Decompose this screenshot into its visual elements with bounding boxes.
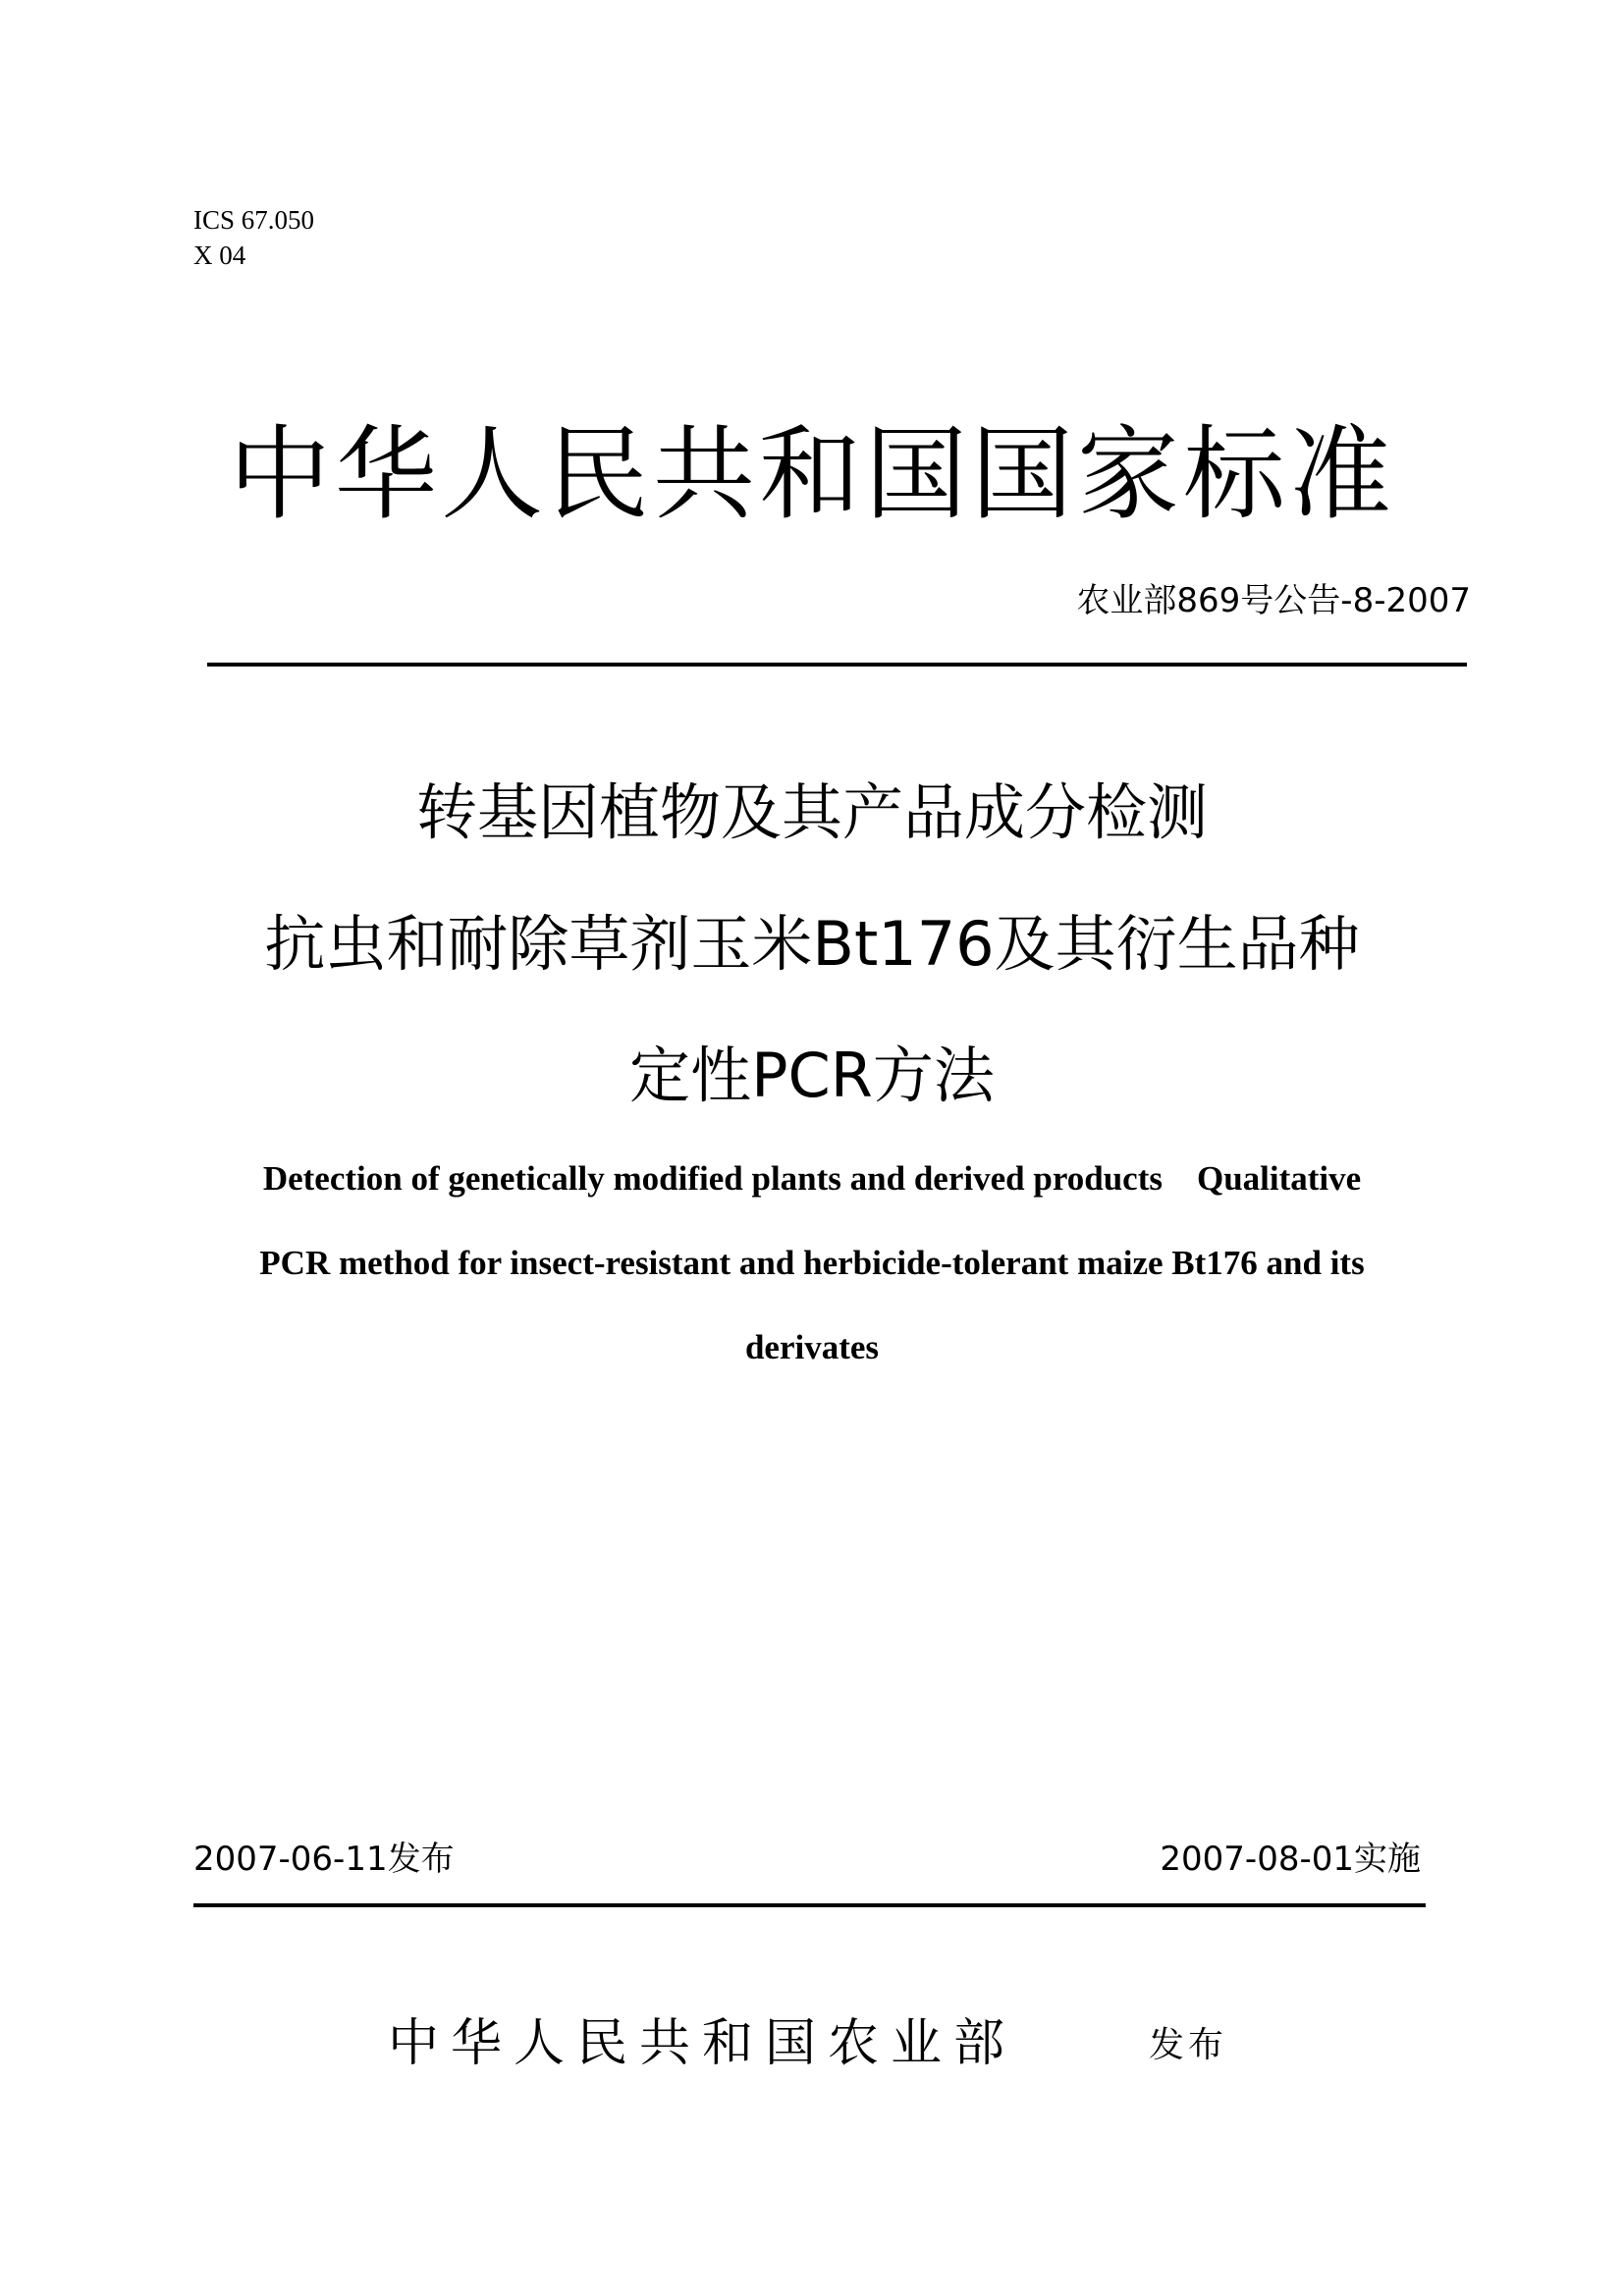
publish-label: 发布 — [1149, 2025, 1228, 2065]
english-title-line-3: derivates — [744, 1328, 880, 1366]
chinese-title-line-3: 定性PCR方法 — [629, 1040, 995, 1111]
bottom-divider — [193, 1903, 1426, 1907]
ccs-code: X 04 — [193, 240, 246, 270]
english-title-line-2: PCR method for insect-resistant and herbicide-tolerant maize Bt176 and its — [259, 1244, 1365, 1282]
standard-number: 农业部869号公告-8-2007 — [1076, 581, 1471, 620]
implementation-date: 2007-08-01实施 — [1160, 1840, 1421, 1879]
chinese-title-line-1: 转基因植物及其产品成分检测 — [415, 776, 1208, 848]
english-title-line-1: Detection of genetically modified plants and derived products Qualitative — [262, 1159, 1362, 1198]
issue-date: 2007-06-11发布 — [193, 1840, 455, 1879]
classification-codes — [193, 202, 314, 273]
top-divider — [207, 663, 1467, 667]
ics-code: ICS 67.050 — [193, 205, 315, 235]
publisher-name: 中华人民共和国农业部 — [388, 2014, 1017, 2073]
standard-type-heading: 中华人民共和国国家标准 — [228, 419, 1395, 532]
chinese-title-line-2: 抗虫和耐除草剂玉米Bt176及其衍生品种 — [264, 908, 1360, 980]
